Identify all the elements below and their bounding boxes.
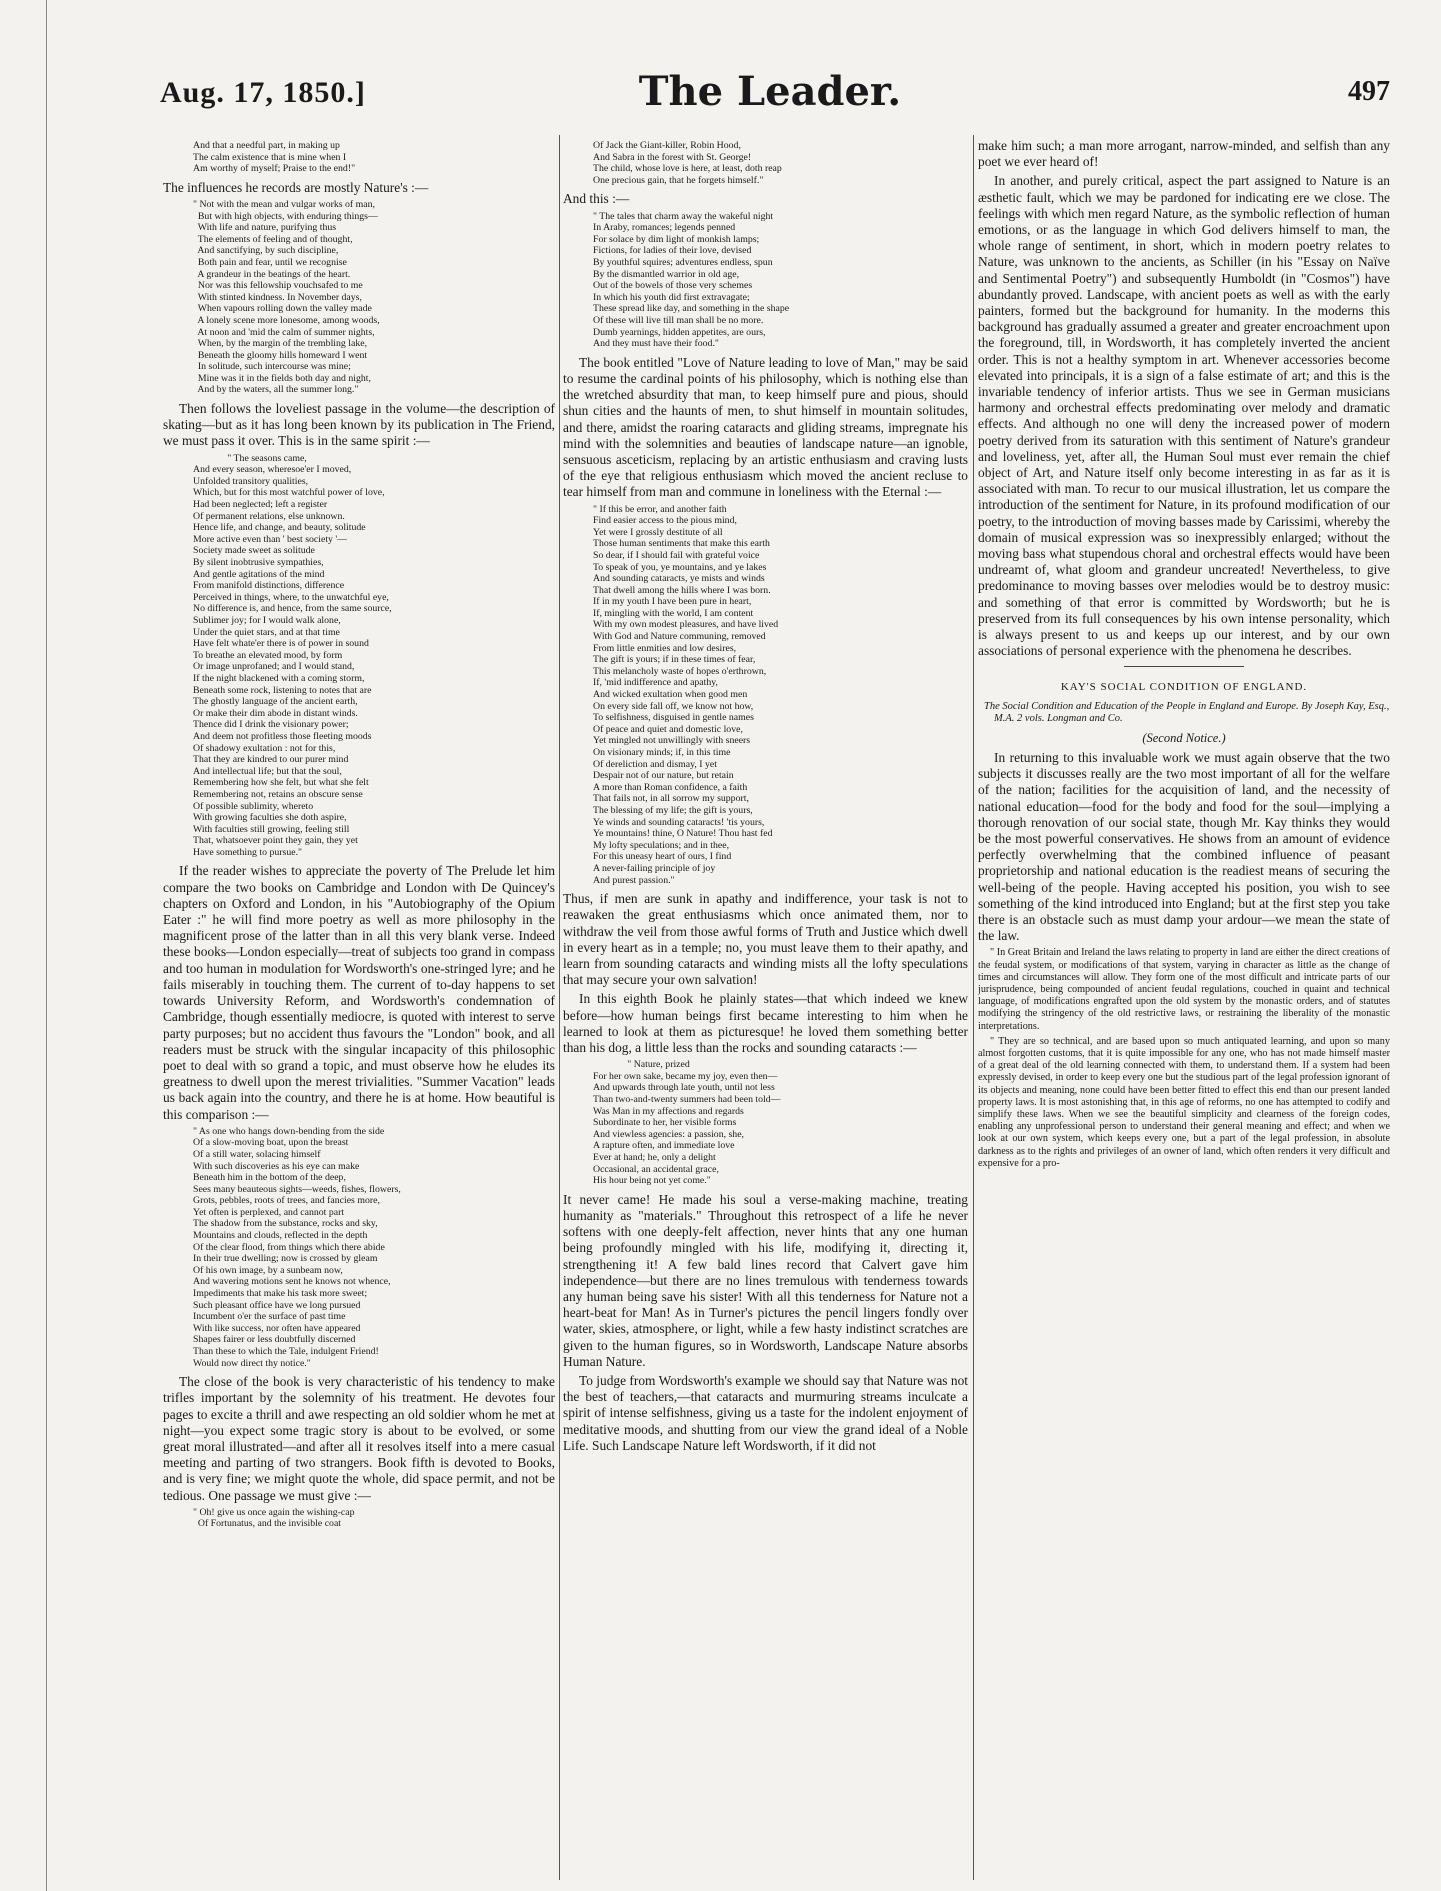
paragraph: And this :— (563, 191, 630, 207)
verse-quote: And that a needful part, in making up The calm existence that is mine when I Am worthy of myself; Praise to the end!" (193, 140, 356, 175)
verse-quote: " The seasons came, And every season, wheresoe'er I moved, Unfolded transitory qualities, Which, but for this most watchful power of love, Had been neglected; left a register Of permanent relations, else unknown. Hence life, and change, and beauty, solitude More active even than ' best society '— Society made sweet as solitude By silent inobtrusive sympathies, And gentle agitations of the mind From manifold distinctions, difference Perceived in things, where, to the unwatchful eye, No difference is, and hence, from the same source, Sublimer joy; for I would walk alone, Under the quiet stars, and at that time Have felt whate'er there is of power in sound To breathe an elevated mood, by form Or image unprofaned; and I would stand, If the night blackened with a coming storm, Beneath some rock, listening to notes that are The ghostly language of the ancient earth, Or make their dim abode in distant winds. Thence did I drink the visionary power; And deem not profitless those fleeting moods Of shadowy exultation : not for this, That they are kindred to our purer mind And intellectual life; but that the soul, Remembering how she felt, but what she felt Remembering not, retains an obscure sense Of possible sublimity, whereto With growing faculties she doth aspire, With faculties still growing, feeling still That, whatsoever point they gain, they yet Have something to pursue." (193, 452, 392, 858)
column-2 (563, 138, 968, 1878)
paragraph: To judge from Wordsworth's example we should say that Nature was not the best of teachers,—that cataracts and murmuring streams inculcate a spirit of intense selfishness, giving us a taste for the indolent enjoyment of meditative moods, and shutting from our view the grand ideal of a Noble Life. Such Landscape Nature left Wordsworth, if it did not (563, 1372, 968, 1453)
paragraph: It never came! He made his soul a verse-making machine, treating humanity as "materials." Throughout this retrospect of a life he never softens with one deeply-felt affection, never hints that any one human being profoundly mingled with his life, modifying it, directing it, strengthening it! A few bald lines record that Calvert gave him independence—but there are no lines tremulous with tenderness towards any human being save his sister! With all this tenderness for Nature not a heart-beat for Man! As in Turner's pictures the pencil lingers fondly over water, skies, atmosphere, or light, while a few hasty indistinct scratches are given to the human figures, so in Wordsworth, Landscape Nature absorbs Human Nature. (563, 1191, 968, 1369)
verse-quote: " As one who hangs down-bending from the side Of a slow-moving boat, upon the breast Of a still water, solacing himself With such discoveries as his eye can make Beneath him in the bottom of the deep, Sees many beauteous sights—weeds, fishes, flowers, Grots, pebbles, roots of trees, and fancies more, Yet often is perplexed, and cannot part The shadow from the substance, rocks and sky, Mountains and clouds, reflected in the depth Of the clear flood, from things which there abide In their true dwelling; now is crossed by gleam Of his own image, by a sunbeam now, And wavering motions sent he knows not whence, Impediments that make his task more sweet; Such pleasant office have we long pursued Incumbent o'er the surface of past time With like success, nor often have appeared Shapes fairer or less doubtfully discerned Than these to which the Tale, indulgent Friend! Would now direct thy notice." (193, 1125, 401, 1369)
paragraph: In returning to this invaluable work we must again observe that the two subjects it discusses really are the two most important of all for the welfare of the nation; facilities for the acquisition of land, and the necessity of national education—food for the body and food for the soul—implying a thorough renovation of our social state, though Mr. Kay thinks they would be the most powerful conservatives. He shows from an amount of evidence perfectly overwhelming that the combined influence of peasant proprietorship and national education is the readiest means of securing the well-being of the people. Having accepted his position, you wish to see something of the kind introduced into England; but at the first step you take there is an obstacle such as must damp your ardour—we mean the state of the law. (978, 749, 1390, 944)
section-divider (1124, 666, 1244, 667)
paragraph: The influences he records are mostly Nature's :— (163, 179, 429, 195)
issue-date: Aug. 17, 1850.] (160, 76, 366, 109)
paragraph: make him such; a man more arrogant, narrow-minded, and selfish than any poet we ever heard of! (978, 138, 1390, 170)
column-rule (559, 135, 560, 1880)
block-quote: " They are so technical, and are based upon so much antiquated learning, and upon so many almost forgotten customs, that it is quite impossible for any one, who has not made himself master of a great deal of the old learning connected with them, to understand them. If a system had been expressly devised, in order to keep every one but the studious part of the legal profession ignorant of its objects and meaning, none could have been better fitted to effect this end than our present landed property laws. It is most astonishing that, in this age of reforms, no one has attempted to codify and simplify these laws. When we see the beautiful simplicity and clearness of the foreign codes, enabling any unprofessional person to understand their general meaning and effect; and when we look at our own system, which keeps every one, but a part of the legal profession, in absolute darkness as to the rights and privileges of an owner of land, which often renders it very difficult and expensive for a pro- (978, 1035, 1390, 1169)
page-header (160, 62, 1390, 114)
page-number: 497 (1348, 76, 1390, 107)
paragraph: In another, and purely critical, aspect the part assigned to Nature is an æsthetic fault, which we may be pardoned for indicating ere we close. The feelings with which men regard Nature, as the symbolic reflection of human emotions, or as the language in which God delivers himself to man, the whole range of sentiment, in short, which in modern poetry relates to Nature, was unknown to the ancients, as Schiller (in his "Essay on Naïve and Sentimental Poetry") and subsequently Humboldt (in "Cosmos") have abundantly proved. Landscape, with ancient poets as well as with the early painters, formed but the background for humanity. In the moderns this background has gradually assumed a greater and greater encroachment upon the foreground, till, in Wordsworth, it has completely inverted the ancient order. This is not a healthy symptom in art. Whenever accessories become elevated into principals, it is a sign of a false estimate of art; and this is the invariable tendency of inferior artists. Thus we see in German musicians harmony and orchestral effects predominating over melody and dramatic effects. And although no one will deny the increased power of modern poetry derived from its saturation with this sentiment of Nature's grandeur and loveliness, yet, after all, the Human Soul must ever remain the chief object of Art, and Nature itself only become interesting in as far as it is associated with man. To recur to our musical illustration, let us compare the introduction of the sentiment for Nature, in its profound modification of our poetry, to the introduction of moving basses made by Carissimi, whereby the domain of musical expression was so inexpressibly enlarged; without the moving bass what stupendous choral and orchestral effects would have been undreamt of, what gloom and grandeur uncreated! Nevertheless, to give predominance to moving basses over melodies would be to destroy music: and something of that error is committed by Wordsworth; but he is preserved from its full consequences by his own intense personality, which is always present to us and keeps up our interest, and by our own associations of personal experience with the phenomena he describes. (978, 173, 1390, 659)
verse-quote: Of Jack the Giant-killer, Robin Hood, And Sabra in the forest with St. George! The child, whose love is here, at least, doth reap One precious gain, that he forgets himself." (593, 140, 782, 186)
masthead-title: The Leader. (638, 68, 902, 115)
column-1 (163, 138, 555, 1878)
verse-quote: " Oh! give us once again the wishing-cap Of Fortunatus, and the invisible coat (193, 1506, 355, 1530)
paragraph: In this eighth Book he plainly states—that which indeed we knew before—how human beings first became interesting to him when he learned to look at them as picturesque! he loved them something better than his dog, a little less than the rocks and sounding cataracts :— (563, 991, 968, 1055)
verse-quote: " If this be error, and another faith Find easier access to the pious mind, Yet were I grossly destitute of all Those human sentiments that make this earth So dear, if I should fail with grateful voice To speak of you, ye mountains, and ye lakes And sounding cataracts, ye mists and winds That dwell among the hills where I was born. If in my youth I have been pure in heart, If, mingling with the world, I am content With my own modest pleasures, and have lived With God and Nature communing, removed From little enmities and low desires, The gift is yours; if in these times of fear, This melancholy waste of hopes o'erthrown, If, 'mid indifference and apathy, And wicked exultation when good men On every side fall off, we know not how, To selfishness, disguised in gentle names Of peace and quiet and domestic love, Yet mingled not unwillingly with sneers On visionary minds; if, in this time Of dereliction and dismay, I yet Despair not of our nature, but retain A more than Roman confidence, a faith That fails not, in all sorrow my support, The blessing of my life; the gift is yours, Ye winds and sounding cataracts! 'tis yours, Ye mountains! thine, O Nature! Thou hast fed My lofty speculations; and in thee, For this uneasy heart of ours, I find A never-failing principle of joy And purest passion." (593, 503, 779, 886)
notice-label: (Second Notice.) (1142, 730, 1226, 745)
book-citation: The Social Condition and Education of the People in England and Europe. By Joseph Kay, Esq., M.A. 2 vols. Longman and Co. (984, 700, 1390, 725)
paragraph: Then follows the loveliest passage in the volume—the description of skating—but as it has long been known by its publication in The Friend, we must pass it over. This is in the same spirit :— (163, 401, 555, 449)
review-heading: KAY'S SOCIAL CONDITION OF ENGLAND. (1060, 680, 1308, 693)
paragraph: The close of the book is very characteristic of his tendency to make trifles important by the solemnity of his treatment. He devotes four pages to excite a thrill and awe respecting an old soldier whom he met at night—you expect some tragic story is about to be evolved, or some great moral illustrated—and after all it resolves itself into a mere casual meeting and parting of two strangers. Book fifth is devoted to Books, and is very fine; we might quote the whole, did space permit, and not be tedious. One passage we must give :— (163, 1374, 555, 1503)
block-quote: " In Great Britain and Ireland the laws relating to property in land are either the direct creations of the feudal system, or modifications of that system, varying in character as little as the change of times and circumstances will allow. They form one of the most difficult and intricate parts of our jurisprudence, being compounded of ancient feudal regulations, couched in quaint and technical language, of modifications engrafted upon the old system by the monastic orders, and of statutes modifying the stringency of the old restrictive laws, or restraining the liberality of the monastic interpretations. (978, 947, 1390, 1032)
verse-quote: " Not with the mean and vulgar works of man, But with high objects, with enduring things— With life and nature, purifying thus The elements of feeling and of thought, And sanctifying, by such discipline, Both pain and fear, until we recognise A grandeur in the beatings of the heart. Nor was this fellowship vouchsafed to me With stinted kindness. In November days, When vapours rolling down the valley made A lonely scene more lonesome, among woods, At noon and 'mid the calm of summer nights, When, by the margin of the trembling lake, Beneath the gloomy hills homeward I went In solitude, such intercourse was mine; Mine was it in the fields both day and night, And by the waters, all the summer long." (193, 198, 380, 396)
gutter-line (46, 0, 47, 1891)
verse-quote: " Nature, prized For her own sake, became my joy, even then— And upwards through late youth, until not less Than two-and-twenty summers had been told— Was Man in my affections and regards Subordinate to her, her visible forms And viewless agencies: a passion, she, A rapture often, and immediate love Ever at hand; he, only a delight Occasional, an accidental grace, His hour being not yet come." (593, 1059, 781, 1187)
paragraph: If the reader wishes to appreciate the poverty of The Prelude let him compare the two books on Cambridge and London with De Quincey's chapters on Oxford and London, in his "Autobiography of the Opium Eater :" he will find more poetry as well as more philosophy in the magnificent prose of the latter than in all this very blank verse. Indeed these books—London especially—treat of subjects too grand in compass and too human in modulation for Wordsworth's one-stringed lyre; and he fails miserably in touching them. The current of to-day happens to set towards University Reform, and Wordsworth's condemnation of Cambridge, though essentially mediocre, is quoted with interest to serve party purposes; but no accident thus favours the "London" book, and all readers must be struck with the singular incapacity of this philosophic poet to deal with so grand a topic, and must observe how he eludes its greatness to dwell upon the merest trivialities. "Summer Vacation" leads us back again into the country, and there he is at home. How beautiful is this comparison :— (163, 863, 555, 1122)
paragraph: Thus, if men are sunk in apathy and indifference, your task is not to reawaken the great enthusiasms which once animated them, nor to withdraw the veil from those awful forms of Truth and Justice which dwell in every heart as in a temple; no, you must leave them to their apathy, and learn from sounding cataracts and winding mists all the lofty speculations that may secure your own salvation! (563, 891, 968, 988)
column-rule (973, 135, 974, 1880)
paragraph: The book entitled "Love of Nature leading to love of Man," may be said to resume the cardinal points of his philosophy, which is nothing else than the wretched absurdity that man, to keep himself pure and pious, should shun cities and the haunts of men, to shut himself in mountain solitudes, and there, amidst the roaring cataracts and gliding streams, impregnate his mind with the solemnities and beauties of landscape nature—an ignoble, sensuous asceticism, replacing by an artistic enthusiasm and craving lusts of the eye that religious enthusiasm which moved the ancient recluse to tear himself from man and commune in loneliness with the Eternal :— (563, 354, 968, 500)
column-3 (978, 138, 1390, 1878)
verse-quote: " The tales that charm away the wakeful night In Araby, romances; legends penned For solace by dim light of monkish lamps; Fictions, for ladies of their love, devised By youthful squires; adventures endless, spun By the dismantled warrior in old age, Out of the bowels of those very schemes In which his youth did first extravagate; These spread like day, and something in the shape Of these will live till man shall be no more. Dumb yearnings, hidden appetites, are ours, And they must have their food." (593, 210, 790, 350)
